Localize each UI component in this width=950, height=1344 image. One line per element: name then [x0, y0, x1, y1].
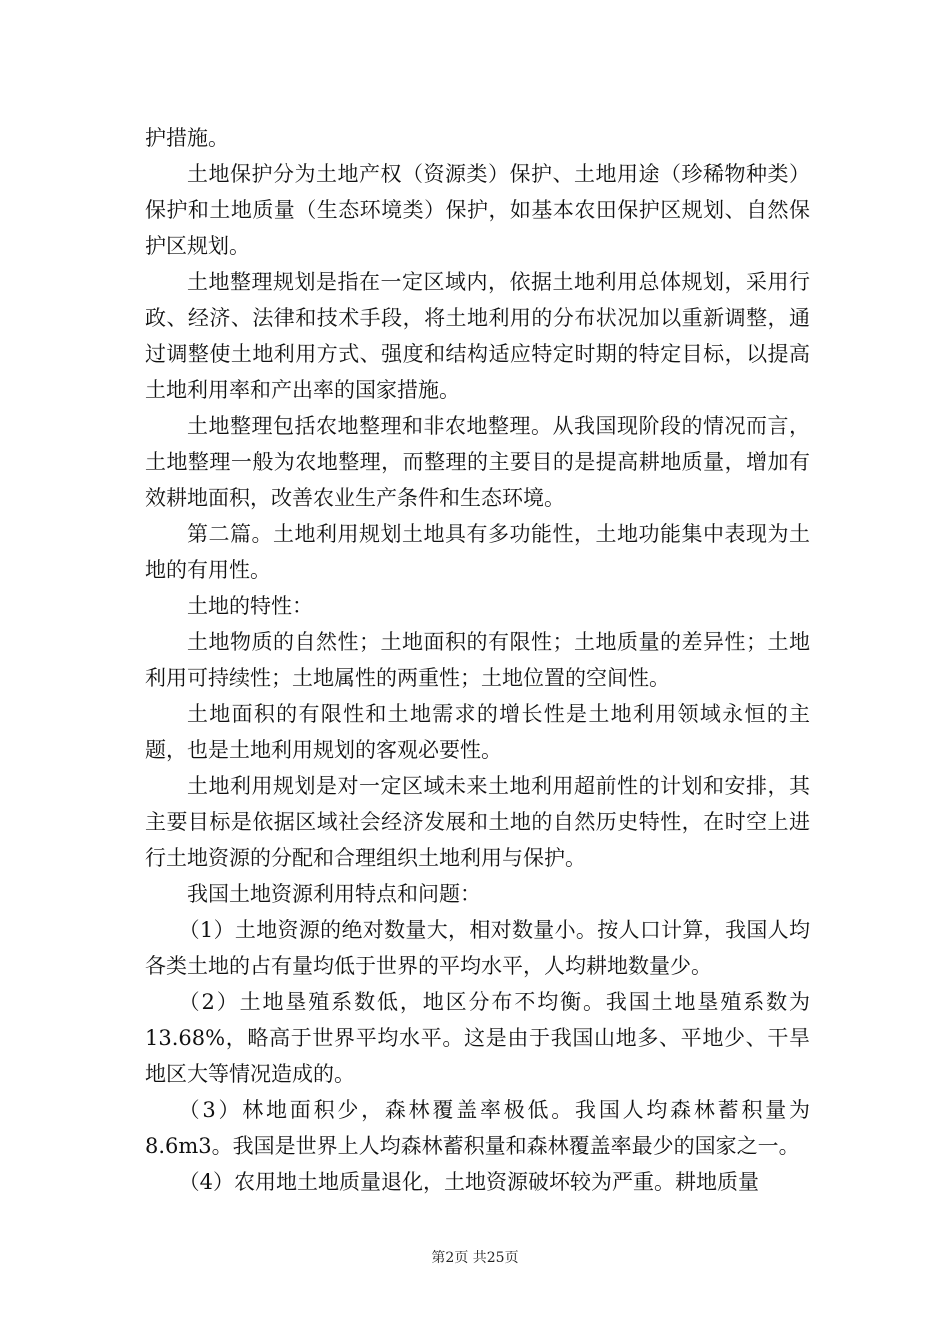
footer-middle: 页 共 [454, 1250, 487, 1266]
list-item: （4）农用地土地质量退化，土地资源破坏较为严重。耕地质量 [178, 1170, 759, 1194]
paragraph: 第二篇。土地利用规划土地具有多功能性，土地功能集中表现为土地的有用性。 [145, 522, 810, 582]
document-body [145, 120, 810, 1200]
list-item: （2）土地垦殖系数低，地区分布不均衡。我国土地垦殖系数为13.68%，略高于世界平均水平。这是由于我国山地多、平地少、干旱地区大等情况造成的。 [145, 990, 810, 1086]
list-item: （3）林地面积少，森林覆盖率极低。我国人均森林蓄积量为8.6m3。我国是世界上人均森林蓄积量和森林覆盖率最少的国家之一。 [145, 1098, 810, 1158]
paragraph: 土地的特性： [187, 594, 313, 618]
current-page-number: 2 [445, 1250, 455, 1266]
paragraph: 土地保护分为土地产权（资源类）保护、土地用途（珍稀物种类）保护和土地质量（生态环境类）保护，如基本农田保护区规划、自然保护区规划。 [145, 162, 810, 258]
paragraph: 土地整理规划是指在一定区域内，依据土地利用总体规划，采用行政、经济、法律和技术手段，将土地利用的分布状况加以重新调整，通过调整使土地利用方式、强度和结构适应特定时期的特定目标，以提高土地利用率和产出率的国家措施。 [145, 270, 810, 402]
footer-prefix: 第 [431, 1250, 446, 1266]
list-item: （1）土地资源的绝对数量大，相对数量小。按人口计算，我国人均各类土地的占有量均低于世界的平均水平，人均耕地数量少。 [145, 918, 810, 978]
paragraph: 土地面积的有限性和土地需求的增长性是土地利用领域永恒的主题，也是土地利用规划的客观必要性。 [145, 702, 810, 762]
page-footer [0, 1247, 950, 1267]
paragraph: 土地整理包括农地整理和非农地整理。从我国现阶段的情况而言，土地整理一般为农地整理，而整理的主要目的是提高耕地质量，增加有效耕地面积，改善农业生产条件和生态环境。 [145, 414, 810, 510]
paragraph: 护措施。 [145, 126, 229, 150]
paragraph: 土地物质的自然性；土地面积的有限性；土地质量的差异性；土地利用可持续性；土地属性的两重性；土地位置的空间性。 [145, 630, 810, 690]
total-pages-number: 25 [486, 1250, 505, 1266]
paragraph: 土地利用规划是对一定区域未来土地利用超前性的计划和安排，其主要目标是依据区域社会经济发展和土地的自然历史特性，在时空上进行土地资源的分配和合理组织土地利用与保护。 [145, 774, 810, 870]
paragraph: 我国土地资源利用特点和问题： [187, 882, 481, 906]
footer-suffix: 页 [504, 1250, 519, 1266]
